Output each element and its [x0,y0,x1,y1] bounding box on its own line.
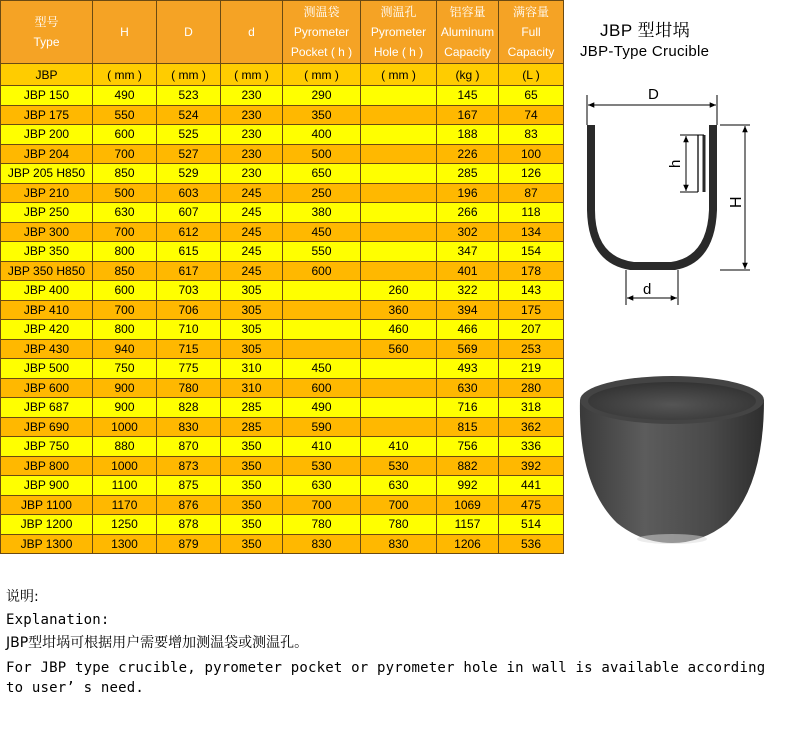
cell-aluminum: 145 [437,86,499,106]
header-full [499,1,564,64]
cell-full: 126 [499,164,564,184]
unit-d-outer: ( mm ) [157,64,221,86]
cell-hole: 700 [361,495,437,515]
cell-d-outer: 870 [157,437,221,457]
table-row [1,456,564,476]
cell-hole [361,261,437,281]
cell-hole [361,203,437,223]
cell-d-outer: 529 [157,164,221,184]
cell-aluminum: 716 [437,398,499,418]
header-text: 铝容量 [449,5,486,19]
table-row [1,417,564,437]
cell-full: 536 [499,534,564,554]
cell-type: JBP 175 [1,105,93,125]
table-row [1,105,564,125]
cell-hole: 560 [361,339,437,359]
cell-h: 600 [93,281,157,301]
cell-pocket: 600 [283,378,361,398]
cell-full: 280 [499,378,564,398]
cell-full: 362 [499,417,564,437]
table-row [1,300,564,320]
cell-hole: 780 [361,515,437,535]
cell-aluminum: 167 [437,105,499,125]
cell-d-outer: 703 [157,281,221,301]
cell-d-bottom: 350 [221,456,283,476]
cell-d-outer: 710 [157,320,221,340]
cell-aluminum: 630 [437,378,499,398]
cell-h: 800 [93,320,157,340]
cell-d-bottom: 230 [221,164,283,184]
table-body [1,64,564,554]
cell-d-bottom: 305 [221,300,283,320]
unit-full: (L ) [499,64,564,86]
cell-d-outer: 775 [157,359,221,379]
table-row [1,359,564,379]
cell-full: 65 [499,86,564,106]
note-chinese: JBP型坩埚可根据用户需要增加测温袋或测温孔。 [6,635,309,651]
crucible-photo [572,365,772,550]
cell-d-bottom: 285 [221,398,283,418]
cell-hole: 630 [361,476,437,496]
header-text: Capacity [507,45,555,59]
table-row [1,437,564,457]
table-row [1,495,564,515]
cell-d-bottom: 230 [221,144,283,164]
cell-pocket: 780 [283,515,361,535]
cell-h: 1000 [93,417,157,437]
dim-label-D: D [648,86,659,103]
table-row [1,476,564,496]
cell-pocket [283,339,361,359]
cell-full: 100 [499,144,564,164]
cell-type: JBP 204 [1,144,93,164]
cell-d-bottom: 245 [221,203,283,223]
cell-pocket [283,300,361,320]
dim-label-h: h [667,159,684,168]
cell-full: 154 [499,242,564,262]
cell-hole: 830 [361,534,437,554]
cell-aluminum: 1157 [437,515,499,535]
cell-pocket: 400 [283,125,361,145]
cell-d-outer: 830 [157,417,221,437]
cell-pocket [283,320,361,340]
cell-h: 1250 [93,515,157,535]
cell-pocket: 490 [283,398,361,418]
cell-aluminum: 285 [437,164,499,184]
cell-d-outer: 524 [157,105,221,125]
cell-d-outer: 527 [157,144,221,164]
cell-full: 392 [499,456,564,476]
cell-aluminum: 226 [437,144,499,164]
cell-hole [361,417,437,437]
cell-pocket [283,281,361,301]
table-row [1,86,564,106]
dim-label-H: H [728,196,745,208]
cell-aluminum: 466 [437,320,499,340]
cell-type: JBP 1100 [1,495,93,515]
cell-d-bottom: 350 [221,495,283,515]
cell-h: 850 [93,261,157,281]
cell-d-bottom: 230 [221,86,283,106]
cell-d-outer: 875 [157,476,221,496]
cell-h: 700 [93,144,157,164]
note-explanation: Explanation: [6,612,110,628]
cell-pocket: 700 [283,495,361,515]
cell-h: 700 [93,222,157,242]
cell-h: 700 [93,300,157,320]
cell-pocket: 630 [283,476,361,496]
header-h [93,1,157,64]
header-row [1,1,564,64]
crucible-subtitle: JBP-Type Crucible [580,43,710,60]
cell-hole: 260 [361,281,437,301]
cell-h: 630 [93,203,157,223]
cell-type: JBP 250 [1,203,93,223]
cell-full: 318 [499,398,564,418]
cell-hole: 410 [361,437,437,457]
cell-type: JBP 410 [1,300,93,320]
cell-hole [361,398,437,418]
cell-hole [361,86,437,106]
table-row [1,339,564,359]
cell-h: 1000 [93,456,157,476]
cell-type: JBP 400 [1,281,93,301]
header-text: Pyrometer [370,25,427,39]
cell-h: 880 [93,437,157,457]
cell-aluminum: 394 [437,300,499,320]
cell-full: 118 [499,203,564,223]
header-text: D [184,25,193,39]
cell-pocket: 830 [283,534,361,554]
cell-aluminum: 1069 [437,495,499,515]
cell-h: 600 [93,125,157,145]
cell-pocket: 450 [283,359,361,379]
table-header [1,1,564,64]
cell-h: 900 [93,378,157,398]
cell-d-outer: 607 [157,203,221,223]
cell-aluminum: 266 [437,203,499,223]
cell-hole [361,242,437,262]
note-english-line-1: For JBP type crucible, pyrometer pocket or pyrometer hole in wall is available according [6,660,766,676]
cell-d-bottom: 245 [221,242,283,262]
cell-hole [361,222,437,242]
cell-pocket: 650 [283,164,361,184]
cell-full: 83 [499,125,564,145]
cell-d-bottom: 350 [221,515,283,535]
table-row [1,398,564,418]
explanation-notes [6,586,790,700]
cell-hole [361,105,437,125]
cell-d-bottom: 245 [221,261,283,281]
cell-aluminum: 188 [437,125,499,145]
cell-hole: 460 [361,320,437,340]
header-text: Aluminum [440,25,495,39]
cell-d-outer: 612 [157,222,221,242]
cell-d-outer: 523 [157,86,221,106]
cell-aluminum: 569 [437,339,499,359]
cell-h: 550 [93,105,157,125]
table-row [1,144,564,164]
cell-pocket: 590 [283,417,361,437]
cell-type: JBP 1300 [1,534,93,554]
cell-type: JBP 1200 [1,515,93,535]
cell-d-outer: 876 [157,495,221,515]
cell-type: JBP 750 [1,437,93,457]
cell-type: JBP 150 [1,86,93,106]
cell-d-bottom: 305 [221,320,283,340]
cell-h: 940 [93,339,157,359]
cell-type: JBP 900 [1,476,93,496]
table-row [1,203,564,223]
cell-aluminum: 196 [437,183,499,203]
cell-aluminum: 322 [437,281,499,301]
cell-hole [361,144,437,164]
unit-pocket: ( mm ) [283,64,361,86]
cell-type: JBP 200 [1,125,93,145]
cell-full: 441 [499,476,564,496]
cell-d-bottom: 310 [221,359,283,379]
cell-d-bottom: 350 [221,534,283,554]
cell-full: 134 [499,222,564,242]
cell-aluminum: 992 [437,476,499,496]
cell-full: 74 [499,105,564,125]
header-text: Type [33,35,60,49]
cell-full: 253 [499,339,564,359]
unit-h: ( mm ) [93,64,157,86]
cell-full: 475 [499,495,564,515]
cell-d-bottom: 285 [221,417,283,437]
cell-d-outer: 706 [157,300,221,320]
header-text: H [120,25,129,39]
cell-full: 178 [499,261,564,281]
cell-aluminum: 756 [437,437,499,457]
cell-pocket: 250 [283,183,361,203]
cell-d-outer: 525 [157,125,221,145]
cell-d-bottom: 245 [221,222,283,242]
header-text: 测温袋 [303,5,340,19]
cell-d-bottom: 305 [221,281,283,301]
header-text: Full [521,25,541,39]
header-text: d [248,25,255,39]
cell-h: 1300 [93,534,157,554]
cell-d-outer: 617 [157,261,221,281]
cell-aluminum: 493 [437,359,499,379]
cell-aluminum: 1206 [437,534,499,554]
header-d-bottom [221,1,283,64]
cell-pocket: 530 [283,456,361,476]
header-text: 测温孔 [380,5,417,19]
cell-pocket: 500 [283,144,361,164]
unit-type: JBP [1,64,93,86]
cell-d-bottom: 230 [221,105,283,125]
cell-h: 500 [93,183,157,203]
unit-d-bottom: ( mm ) [221,64,283,86]
cell-type: JBP 210 [1,183,93,203]
cell-full: 87 [499,183,564,203]
cell-full: 336 [499,437,564,457]
header-text: Pyrometer [293,25,350,39]
cell-type: JBP 205 H850 [1,164,93,184]
cell-d-bottom: 230 [221,125,283,145]
header-d-outer [157,1,221,64]
cell-full: 219 [499,359,564,379]
cell-type: JBP 350 H850 [1,261,93,281]
unit-aluminum: (kg ) [437,64,499,86]
table-row [1,534,564,554]
unit-hole: ( mm ) [361,64,437,86]
cell-h: 1100 [93,476,157,496]
cell-type: JBP 500 [1,359,93,379]
table-row [1,222,564,242]
crucible-title: JBP 型坩埚 [600,21,691,40]
table-row [1,164,564,184]
cell-hole [361,125,437,145]
cell-hole [361,164,437,184]
cell-d-bottom: 310 [221,378,283,398]
cell-type: JBP 687 [1,398,93,418]
header-pocket [283,1,361,64]
cell-hole: 360 [361,300,437,320]
cell-pocket: 600 [283,261,361,281]
cell-d-outer: 603 [157,183,221,203]
cell-d-bottom: 350 [221,476,283,496]
cell-h: 900 [93,398,157,418]
dim-label-d: d [643,281,652,298]
cell-pocket: 380 [283,203,361,223]
cell-h: 850 [93,164,157,184]
note-heading: 说明: [6,589,39,605]
table-row [1,261,564,281]
cell-d-outer: 828 [157,398,221,418]
cell-hole [361,378,437,398]
cell-type: JBP 420 [1,320,93,340]
cell-pocket: 410 [283,437,361,457]
cell-d-outer: 780 [157,378,221,398]
cell-aluminum: 302 [437,222,499,242]
cell-type: JBP 800 [1,456,93,476]
header-text: 满容量 [512,5,549,19]
cell-pocket: 450 [283,222,361,242]
cell-type: JBP 430 [1,339,93,359]
header-type [1,1,93,64]
header-text: Hole ( h ) [373,45,424,59]
cell-pocket: 350 [283,105,361,125]
cell-d-outer: 715 [157,339,221,359]
cell-d-outer: 615 [157,242,221,262]
cell-aluminum: 347 [437,242,499,262]
cell-hole: 530 [361,456,437,476]
table-row [1,320,564,340]
cell-h: 800 [93,242,157,262]
header-text: 型号 [34,15,59,29]
cell-type: JBP 690 [1,417,93,437]
table-row [1,242,564,262]
cell-type: JBP 600 [1,378,93,398]
cell-pocket: 550 [283,242,361,262]
crucible-dimension-diagram [578,80,768,310]
cell-h: 1170 [93,495,157,515]
cell-aluminum: 401 [437,261,499,281]
cell-full: 143 [499,281,564,301]
table-row [1,281,564,301]
cell-d-bottom: 305 [221,339,283,359]
cell-hole [361,359,437,379]
cell-d-outer: 873 [157,456,221,476]
cell-hole [361,183,437,203]
table-row [1,515,564,535]
cell-aluminum: 815 [437,417,499,437]
cell-d-outer: 878 [157,515,221,535]
cell-d-bottom: 245 [221,183,283,203]
cell-d-outer: 879 [157,534,221,554]
table-row [1,125,564,145]
cell-aluminum: 882 [437,456,499,476]
cell-full: 514 [499,515,564,535]
header-text: Capacity [444,45,491,59]
cell-h: 490 [93,86,157,106]
units-row [1,64,564,86]
cell-d-bottom: 350 [221,437,283,457]
table-row [1,183,564,203]
cell-type: JBP 300 [1,222,93,242]
header-hole [361,1,437,64]
note-english-line-2: to user’ s need. [6,680,145,696]
cell-h: 750 [93,359,157,379]
table-row [1,378,564,398]
cell-full: 207 [499,320,564,340]
cell-pocket: 290 [283,86,361,106]
cell-full: 175 [499,300,564,320]
header-text: Pocket ( h ) [290,45,353,59]
header-aluminum [437,1,499,64]
cell-type: JBP 350 [1,242,93,262]
